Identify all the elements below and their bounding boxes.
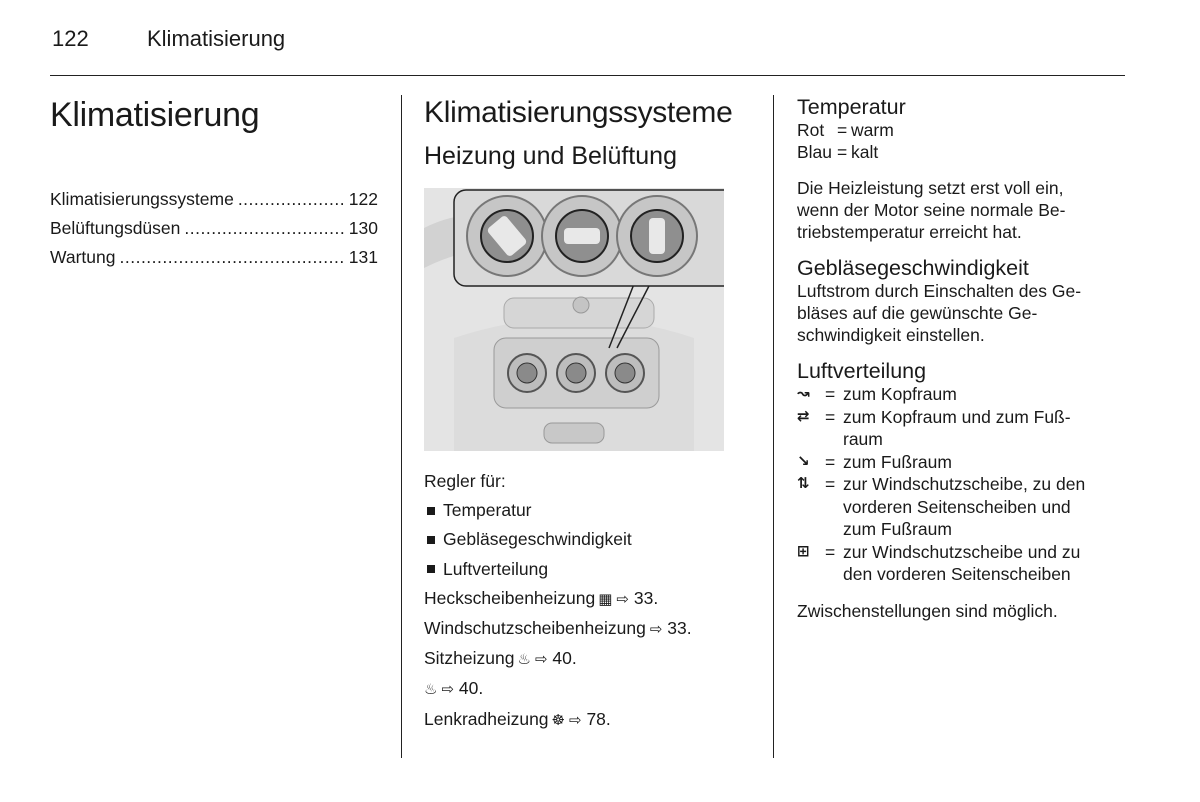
heating-ventilation-column	[424, 95, 759, 729]
cross-reference[interactable]: Lenkradheizung ☸ ⇨ 78.	[424, 705, 759, 735]
column-divider-2	[773, 95, 774, 758]
toc-page: 131	[348, 247, 378, 267]
air-distribution-heading: Luftverteilung	[797, 359, 927, 383]
controls-explanation-column	[797, 95, 1127, 622]
cross-reference[interactable]: Windschutzscheibenheizung ⇨ 33.	[424, 614, 759, 644]
fan-text-line: Luftstrom durch Einschalten des Ge-	[797, 281, 1082, 301]
temperature-text-line: triebstemperatur erreicht hat.	[797, 222, 1022, 242]
controls-intro: Regler für:	[424, 471, 506, 491]
toc-entry[interactable]	[50, 214, 378, 243]
steering-wheel-heating-icon: ☸	[551, 711, 565, 729]
list-item: Gebläsegeschwindigkeit	[424, 525, 759, 554]
foot-airflow-icon: ↘	[797, 452, 810, 470]
head-airflow-icon: ↝	[797, 385, 810, 402]
windshield-airflow-icon: ⊞	[797, 542, 810, 560]
seat-heating-icon: ♨	[424, 681, 438, 699]
arrow-icon: ⇨	[534, 651, 548, 669]
fan-speed-heading: Gebläsegeschwindigkeit	[797, 256, 1029, 280]
distribution-row: ⇅ = zur Windschutzscheibe, zu den vorderen Seitenscheiben und zum Fußraum	[797, 474, 1086, 539]
rear-defrost-icon: ▦	[598, 590, 613, 608]
bullet-icon	[427, 536, 435, 544]
distribution-row: ⊞ = zur Windschutzscheibe und zu den vorderen Seitenscheiben	[797, 541, 1081, 584]
windshield-foot-airflow-icon: ⇅	[797, 475, 810, 492]
toc-entry[interactable]	[50, 243, 378, 272]
temperature-heading: Temperatur	[797, 95, 906, 119]
section-title: Klimatisierungssysteme	[424, 96, 733, 129]
fan-text-line: schwindigkeit einstellen.	[797, 325, 985, 345]
legend-row: Blau = kalt	[797, 142, 879, 162]
toc-label: Wartung	[50, 247, 116, 267]
legend-row: Rot = warm	[797, 120, 894, 140]
toc-page: 130	[348, 218, 378, 238]
arrow-icon: ⇨	[616, 590, 629, 608]
fan-text-line: bläses auf die gewünschte Ge-	[797, 303, 1038, 323]
page-number: 122	[52, 26, 89, 51]
toc-leader	[120, 243, 345, 272]
arrow-icon: ⇨	[569, 711, 582, 729]
intermediate-positions-note: Zwischenstellungen sind möglich.	[797, 600, 1058, 621]
header-rule	[50, 75, 1125, 76]
toc-leader	[184, 214, 344, 243]
toc-leader	[238, 185, 345, 214]
running-chapter-title: Klimatisierung	[147, 26, 286, 51]
cross-reference[interactable]: Sitzheizung ♨ ⇨ 40.	[424, 644, 759, 674]
distribution-row: ⇄ = zum Kopfraum und zum Fuß- raum	[797, 406, 1071, 449]
cross-reference[interactable]: ♨ ⇨ 40.	[424, 674, 759, 704]
distribution-row: ↘ = zum Fußraum	[797, 451, 952, 472]
arrow-icon: ⇨	[441, 681, 455, 699]
page-header	[52, 26, 1125, 56]
toc-label: Belüftungsdüsen	[50, 218, 181, 238]
bullet-icon	[427, 507, 435, 515]
temperature-text-line: wenn der Motor seine normale Be-	[797, 200, 1066, 220]
table-of-contents	[50, 185, 378, 272]
chapter-title: Klimatisierung	[50, 96, 260, 134]
cross-reference[interactable]: Heckscheibenheizung ▦ ⇨ 33.	[424, 584, 759, 614]
bullet-icon	[427, 565, 435, 573]
toc-page: 122	[348, 189, 378, 209]
toc-entry[interactable]	[50, 185, 378, 214]
list-item: Luftverteilung	[424, 555, 759, 584]
chapter-contents-column	[50, 95, 380, 267]
head-foot-airflow-icon: ⇄	[797, 407, 810, 425]
distribution-row: ↝ = zum Kopfraum	[797, 384, 957, 404]
climate-control-panel-illustration	[424, 188, 724, 451]
arrow-icon: ⇨	[649, 621, 663, 639]
toc-label: Klimatisierungssysteme	[50, 189, 234, 209]
subsection-title: Heizung und Belüftung	[424, 142, 677, 170]
column-divider-1	[401, 95, 402, 758]
list-item: Temperatur	[424, 496, 759, 525]
controls-description	[424, 467, 759, 735]
temperature-text-line: Die Heizleistung setzt erst voll ein,	[797, 178, 1064, 198]
seat-heating-icon: ♨	[517, 651, 531, 669]
